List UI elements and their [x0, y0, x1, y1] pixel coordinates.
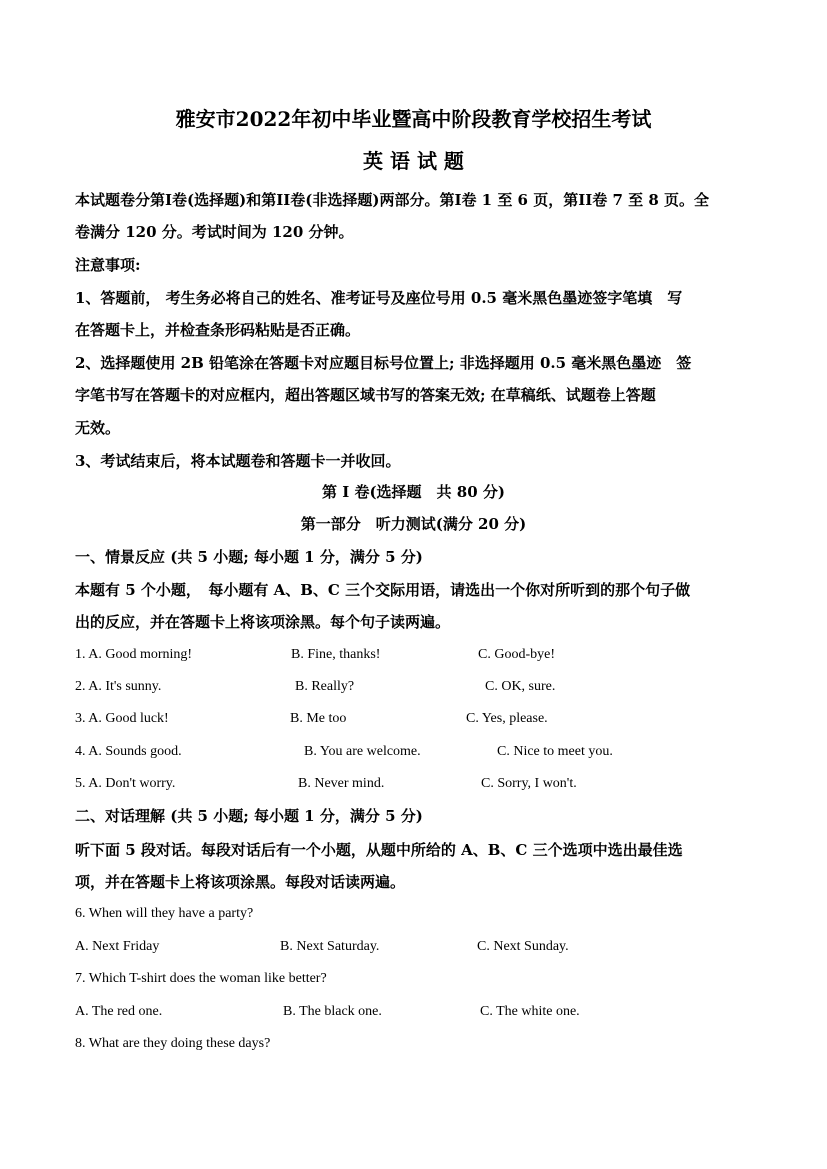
q7-option-b: B. The black one. [283, 1004, 382, 1019]
q7-stem: 7. Which T-shirt does the woman like better? [75, 971, 327, 986]
q1-option-c: C. Good-bye! [478, 647, 555, 662]
note-2-line-2: 字笔书写在答题卡的对应框内，超出答题区域书写的答案无效; 在草稿纸、试题卷上答题 [75, 386, 656, 404]
intro-line-1: 本试题卷分第I卷(选择题)和第II卷(非选择题)两部分。第I卷 1 至 6 页，第II卷 7 至 8 页。全 [75, 191, 710, 209]
q4-option-b: B. You are welcome. [304, 744, 421, 759]
section-1-instruction-2: 出的反应，并在答题卡上将该项涂黑。每个句子读两遍。 [75, 613, 451, 631]
q5-option-a: 5. A. Don't worry. [75, 776, 176, 791]
q3-option-b: B. Me too [290, 711, 347, 726]
q6-option-b: B. Next Saturday. [280, 939, 380, 954]
exam-title: 雅安市2022年初中毕业暨高中阶段教育学校招生考试 [175, 107, 652, 131]
q1-option-b: B. Fine, thanks! [291, 647, 381, 662]
q6-stem: 6. When will they have a party? [75, 906, 254, 921]
q7-option-a: A. The red one. [75, 1004, 163, 1019]
q1-option-a: 1. A. Good morning! [75, 647, 193, 662]
section-2-heading: 二、对话理解 (共 5 小题; 每小题 1 分，满分 5 分) [75, 807, 423, 825]
q3-option-a: 3. A. Good luck! [75, 711, 169, 726]
q5-option-c: C. Sorry, I won't. [481, 776, 577, 791]
q4-option-a: 4. A. Sounds good. [75, 744, 182, 759]
q5-option-b: B. Never mind. [298, 776, 385, 791]
q4-option-c: C. Nice to meet you. [497, 744, 613, 759]
section-1-heading: 一、情景反应 (共 5 小题; 每小题 1 分，满分 5 分) [75, 548, 423, 566]
section-2-instruction-1: 听下面 5 段对话。每段对话后有一个小题，从题中所给的 A、B、C 三个选项中选出最佳选 [75, 841, 683, 859]
q6-option-c: C. Next Sunday. [477, 939, 569, 954]
q3-option-c: C. Yes, please. [466, 711, 548, 726]
q6-option-a: A. Next Friday [75, 939, 160, 954]
q2-option-a: 2. A. It's sunny. [75, 679, 162, 694]
note-1-line-2: 在答题卡上，并检查条形码粘贴是否正确。 [75, 321, 361, 339]
note-2-line-1: 2、选择题使用 2B 铅笔涂在答题卡对应题目标号位置上; 非选择题用 0.5 毫米黑色墨迹 签 [75, 354, 692, 372]
section-2-instruction-2: 项，并在答题卡上将该项涂黑。每段对话读两遍。 [75, 873, 406, 891]
exam-subtitle: 英 语 试 题 [363, 149, 464, 173]
part-1-heading: 第一部分 听力测试(满分 20 分) [300, 515, 527, 533]
note-3: 3、考试结束后，将本试题卷和答题卡一并收回。 [75, 452, 401, 470]
q8-stem: 8. What are they doing these days? [75, 1036, 271, 1051]
section-1-instruction-1: 本题有 5 个小题， 每小题有 A、B、C 三个交际用语，请选出一个你对所听到的那个句子做 [75, 581, 691, 599]
note-2-line-3: 无效。 [75, 419, 121, 437]
q2-option-b: B. Really? [295, 679, 355, 694]
q7-option-c: C. The white one. [480, 1004, 580, 1019]
volume-1-heading: 第 I 卷(选择题 共 80 分) [322, 483, 505, 501]
q2-option-c: C. OK, sure. [485, 679, 556, 694]
note-1-line-1: 1、答题前， 考生务必将自己的姓名、准考证号及座位号用 0.5 毫米黑色墨迹签字笔填 写 [75, 289, 683, 307]
notes-heading: 注意事项: [75, 256, 141, 274]
intro-line-2: 卷满分 120 分。考试时间为 120 分钟。 [75, 223, 354, 241]
